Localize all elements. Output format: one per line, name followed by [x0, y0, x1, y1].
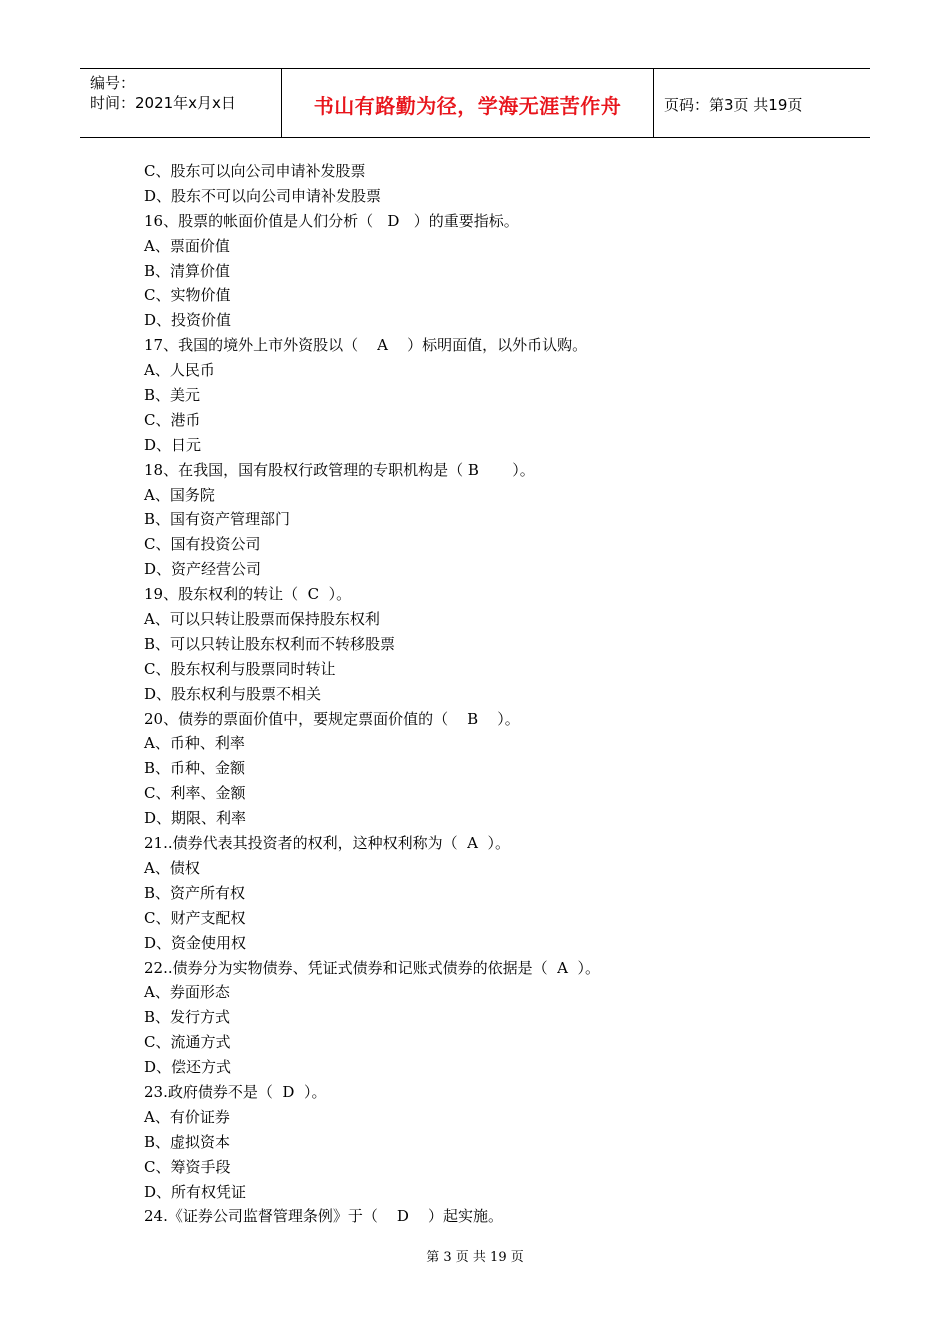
question-23: 23.政府债券不是（ D ）。 — [144, 1082, 327, 1101]
option-line: C、筹资手段 — [144, 1157, 231, 1176]
option-line: C、财产支配权 — [144, 908, 246, 927]
option-line: B、发行方式 — [144, 1008, 231, 1027]
option-line: A、债权 — [144, 858, 200, 877]
option-line: B、币种、金额 — [144, 759, 246, 778]
option-line: A、可以只转让股票而保持股东权利 — [144, 610, 380, 629]
option-line: A、票面价值 — [144, 236, 230, 255]
option-line: B、可以只转让股东权利而不转移股票 — [144, 634, 396, 653]
option-line: D、投资价值 — [144, 311, 232, 330]
question-17: 17、我国的境外上市外资股以（ A ）标明面值，以外币认购。 — [144, 336, 588, 355]
text-line: C、股东可以向公司申请补发股票 — [144, 162, 366, 180]
option-line: A、币种、利率 — [144, 734, 245, 753]
page-footer: 第 3 页 共 19 页 — [426, 1250, 524, 1265]
option-line: A、券面形态 — [144, 983, 230, 1002]
option-line: D、股东权利与股票不相关 — [144, 684, 322, 703]
option-line: D、资金使用权 — [144, 933, 247, 952]
option-line: D、所有权凭证 — [144, 1182, 247, 1201]
question-16: 16、股票的帐面价值是人们分析（ D ）的重要指标。 — [144, 211, 519, 230]
header-number-label: 编号： — [90, 74, 136, 92]
question-24: 24.《证券公司监督管理条例》于（ D ）起实施。 — [144, 1207, 504, 1226]
document-header — [80, 68, 870, 138]
header-page-info: 页码：第3页 共19页 — [664, 95, 803, 114]
option-line: B、国有资产管理部门 — [144, 510, 291, 529]
question-21: 21..债券代表其投资者的权利，这种权利称为（ A ）。 — [144, 834, 511, 853]
option-line: A、人民币 — [144, 361, 215, 380]
option-line: A、国务院 — [144, 485, 215, 504]
option-line: A、有价证券 — [144, 1107, 230, 1126]
option-line: B、虚拟资本 — [144, 1132, 231, 1151]
option-line: D、期限、利率 — [144, 809, 247, 828]
question-20: 20、债券的票面价值中，要规定票面价值的（ B ）。 — [144, 709, 520, 728]
question-content — [144, 159, 824, 1229]
option-line: C、国有投资公司 — [144, 535, 261, 554]
option-line: D、资产经营公司 — [144, 560, 262, 579]
option-line: D、日元 — [144, 435, 202, 454]
header-motto-cell — [282, 69, 654, 137]
option-line: D、偿还方式 — [144, 1058, 232, 1077]
question-22: 22..债券分为实物债券、凭证式债券和记账式债券的依据是（ A ）。 — [144, 958, 601, 977]
header-motto: 书山有路勤为径，学海无涯苦作舟 — [313, 93, 622, 118]
option-line: B、清算价值 — [144, 261, 231, 280]
question-18: 18、在我国，国有股权行政管理的专职机构是（ B ）。 — [144, 460, 535, 479]
option-line: C、股东权利与股票同时转让 — [144, 659, 336, 678]
header-page-info-cell — [654, 69, 870, 137]
header-date-label: 时间：2021年x月x日 — [90, 94, 236, 112]
option-line: C、实物价值 — [144, 286, 231, 305]
option-line: C、流通方式 — [144, 1033, 231, 1052]
option-line: B、资产所有权 — [144, 883, 246, 902]
question-19: 19、股东权利的转让（ C ）。 — [144, 585, 352, 604]
text-line: D、股东不可以向公司申请补发股票 — [144, 186, 382, 205]
option-line: B、美元 — [144, 386, 201, 405]
option-line: C、利率、金额 — [144, 784, 246, 803]
option-line: C、港币 — [144, 410, 201, 429]
header-meta — [80, 69, 282, 137]
